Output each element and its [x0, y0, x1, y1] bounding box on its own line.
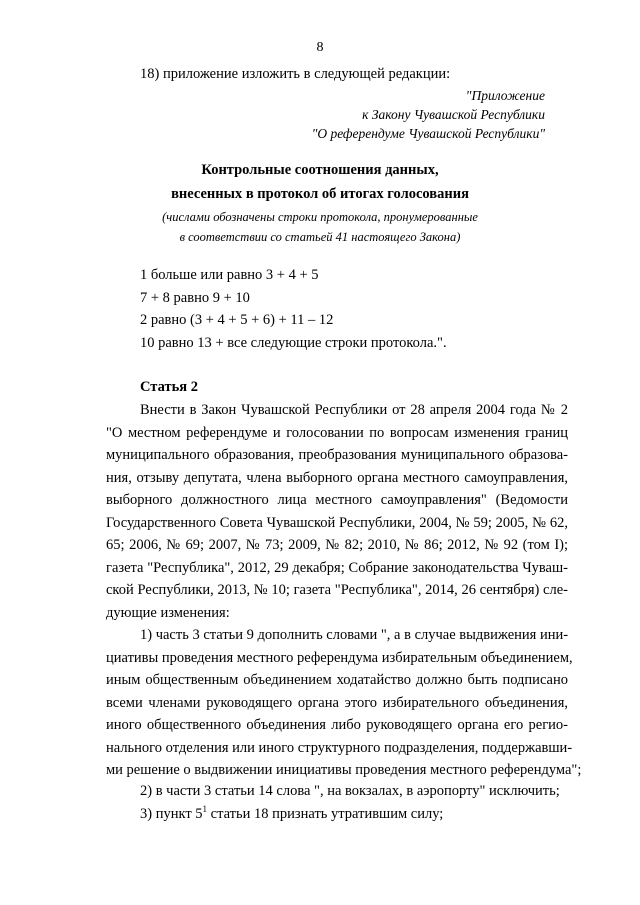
appendix-header-line: "Приложение: [465, 88, 545, 103]
paragraph-line: Внести в Закон Чувашской Республики от 28 апреля 2004 года № 2: [140, 402, 568, 418]
item-3: [140, 804, 443, 824]
relation-item: 10 равно 13 + все следующие строки протокола.".: [140, 334, 447, 351]
relation-item: 7 + 8 равно 9 + 10: [140, 289, 250, 306]
document-title: [0, 158, 640, 206]
title-line: внесенных в протокол об итогах голосования: [171, 186, 469, 202]
relations-list: [140, 264, 447, 354]
appendix-header: [312, 86, 545, 143]
item-line: иным общественным объединением ходатайство должно быть подписано: [106, 672, 568, 688]
note-line: в соответствии со статьей 41 настоящего Закона): [179, 230, 461, 244]
paragraph-line: 65; 2006, № 69; 2007, № 73; 2009, № 82; 2010, № 86; 2012, № 92 (том I);: [106, 537, 568, 553]
relation-item: 2 равно (3 + 4 + 5 + 6) + 11 – 12: [140, 312, 334, 328]
title-line: Контрольные соотношения данных,: [201, 162, 439, 178]
paragraph-line: ния, отзыву депутата, члена выборного органа местного самоуправления,: [106, 469, 568, 486]
item-3-text-start: 3) пункт 5: [140, 806, 203, 822]
intro-line: 18) приложение изложить в следующей редакции:: [140, 66, 451, 82]
appendix-header-line: "О референдуме Чувашской Республики": [311, 126, 545, 141]
paragraph-line: Государственного Совета Чувашской Республики, 2004, № 59; 2005, № 62,: [106, 514, 568, 531]
article-heading: Статья 2: [140, 379, 198, 395]
item-3-text-end: статьи 18 признать утратившим силу;: [207, 806, 444, 822]
item-line: циативы проведения местного референдума избирательным объединением,: [106, 649, 573, 666]
paragraph-line: муниципального образования, преобразования муниципального образова-: [106, 447, 568, 463]
page-number: 8: [316, 40, 324, 55]
article-paragraph: [106, 399, 568, 624]
paragraph-line: газета "Республика", 2012, 29 декабря; Собрание законодательства Чуваш-: [106, 559, 568, 576]
item-line: 1) часть 3 статьи 9 дополнить словами ", а в случае выдвижения ини-: [140, 627, 569, 643]
appendix-header-line: к Закону Чувашской Республики: [362, 107, 545, 122]
item-line: всеми членами руководящего органа этого избирательного объединения,: [106, 694, 568, 711]
item-2: 2) в части 3 статьи 14 слова ", на вокзалах, в аэропорту" исключить;: [140, 783, 560, 799]
relation-item: 1 больше или равно 3 + 4 + 5: [140, 267, 319, 283]
item-line: нального отделения или иного структурного подразделения, поддержавши-: [106, 739, 573, 756]
item-line: ми решение о выдвижении инициативы проведения местного референдума";: [106, 762, 582, 778]
paragraph-line: дующие изменения:: [106, 604, 230, 621]
item-line: иного общественного объединения либо руководящего органа его регио-: [106, 717, 568, 733]
paragraph-line: ской Республики, 2013, № 10; газета "Республика", 2014, 26 сентября) сле-: [106, 582, 568, 598]
item-3-superscript: 1: [202, 804, 208, 815]
note-line: (числами обозначены строки протокола, пронумерованные: [162, 210, 478, 224]
item-1: [106, 624, 582, 782]
paragraph-line: "О местном референдуме и голосовании по вопросам изменения границ: [106, 424, 568, 441]
title-note: [0, 207, 640, 247]
paragraph-line: выборного должностного лица местного самоуправления" (Ведомости: [106, 492, 568, 508]
